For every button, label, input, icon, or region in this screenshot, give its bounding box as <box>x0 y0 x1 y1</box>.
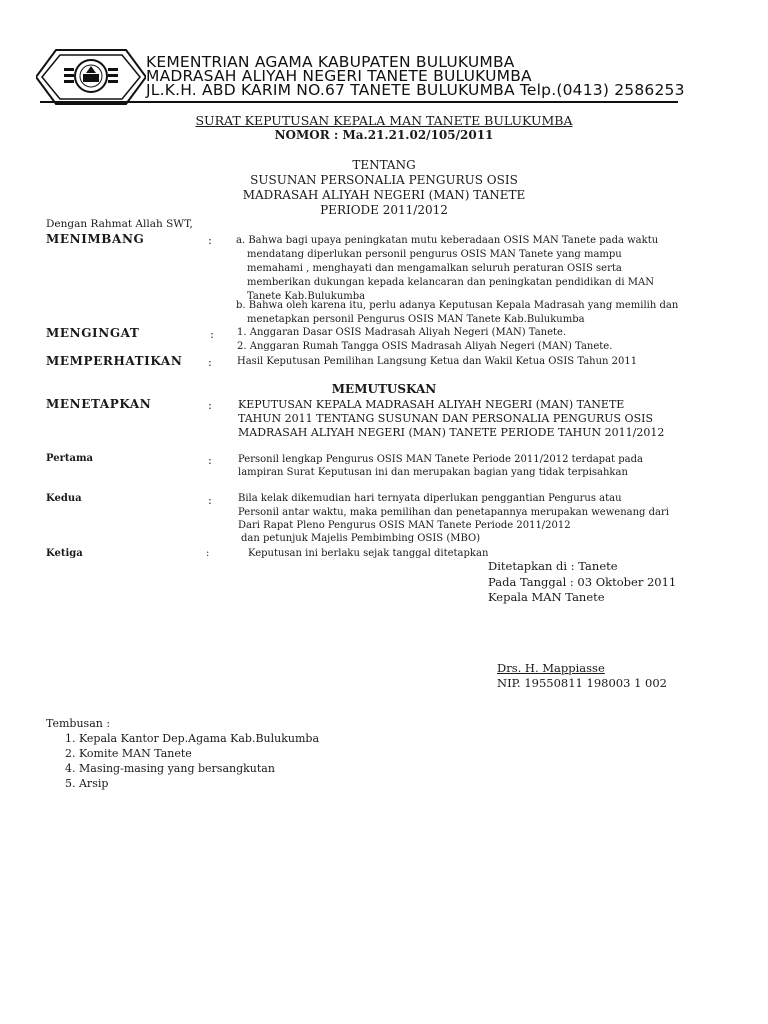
menetapkan-line: MADRASAH ALIYAH NEGERI (MAN) TANETE PERIODE TAHUN 2011/2012 <box>238 426 665 439</box>
menimbang-line: b. Bahwa oleh karena itu, perlu adanya Keputusan Kepala Madrasah yang memilih dan <box>236 300 679 311</box>
menimbang-colon: : <box>208 233 212 247</box>
kedua-line: Dari Rapat Pleno Pengurus OSIS MAN Tanete Periode 2011/2012 <box>238 520 571 531</box>
pertama-colon: : <box>208 453 212 467</box>
tembusan-item: 2. Komite MAN Tanete <box>65 747 192 760</box>
tembusan-item: 1. Kepala Kantor Dep.Agama Kab.Bulukumba <box>65 732 320 745</box>
menimbang-line: menetapkan personil Pengurus OSIS MAN Tanete Kab.Bulukumba <box>247 314 585 325</box>
ketiga-colon: : <box>206 548 210 559</box>
subject-line1: SUSUNAN PERSONALIA PENGURUS OSIS <box>250 173 518 187</box>
menimbang-line: mendatang diperlukan personil pengurus OSIS MAN Tanete yang mampu <box>247 249 622 260</box>
menetapkan-label: MENETAPKAN <box>46 397 152 411</box>
kedua-line: Bila kelak dikemudian hari ternyata diperlukan penggantian Pengurus atau <box>238 493 622 504</box>
mengingat-item: 1. Anggaran Dasar OSIS Madrasah Aliyah Negeri (MAN) Tanete. <box>237 327 567 338</box>
mengingat-colon: : <box>210 327 214 341</box>
menetapkan-line: TAHUN 2011 TENTANG SUSUNAN DAN PERSONALIA PENGURUS OSIS <box>238 412 653 425</box>
signature-place: Ditetapkan di : Tanete <box>488 559 618 573</box>
menetapkan-colon: : <box>208 398 212 412</box>
memperhatikan-text: Hasil Keputusan Pemilihan Langsung Ketua dan Wakil Ketua OSIS Tahun 2011 <box>237 356 638 367</box>
ketiga-text: Keputusan ini berlaku sejak tanggal ditetapkan <box>248 548 489 559</box>
menimbang-line: memahami , menghayati dan mengamalkan seluruh peraturan OSIS serta <box>247 263 622 274</box>
letterhead-line2: MADRASAH ALIYAH NEGERI TANETE BULUKUMBA <box>146 67 532 85</box>
menetapkan-line: KEPUTUSAN KEPALA MADRASAH ALIYAH NEGERI (MAN) TANETE <box>238 398 625 411</box>
menimbang-line: memberikan dukungan kepada kelancaran dan peningkatan pendidikan di MAN <box>247 277 654 288</box>
menimbang-label: MENIMBANG <box>46 232 145 246</box>
pertama-line: Personil lengkap Pengurus OSIS MAN Tanete Periode 2011/2012 terdapat pada <box>238 454 643 465</box>
tembusan-item: 5. Arsip <box>65 777 109 790</box>
tembusan-label: Tembusan : <box>46 717 111 730</box>
decision-heading: MEMUTUSKAN <box>331 382 437 396</box>
kedua-line: dan petunjuk Majelis Pembimbing OSIS (MBO) <box>241 533 481 544</box>
letterhead-line1: KEMENTRIAN AGAMA KABUPATEN BULUKUMBA <box>146 53 515 71</box>
signature-position: Kepala MAN Tanete <box>488 590 605 604</box>
kedua-line: Personil antar waktu, maka pemilihan dan penetapannya merupakan wewenang dari <box>238 507 669 518</box>
kedua-colon: : <box>208 493 212 507</box>
ketiga-label: Ketiga <box>46 548 83 559</box>
mengingat-label: MENGINGAT <box>46 326 140 340</box>
subject-line2: MADRASAH ALIYAH NEGERI (MAN) TANETE <box>242 188 526 202</box>
signature-date: Pada Tanggal : 03 Oktober 2011 <box>488 575 677 589</box>
document-number: NOMOR : Ma.21.21.02/105/2011 <box>274 128 494 142</box>
memperhatikan-label: MEMPERHATIKAN <box>46 354 183 368</box>
mengingat-item: 2. Anggaran Rumah Tangga OSIS Madrasah Aliyah Negeri (MAN) Tanete. <box>237 341 613 352</box>
document-heading: SURAT KEPUTUSAN KEPALA MAN TANETE BULUKUMBA <box>195 113 573 128</box>
about-label: TENTANG <box>352 158 416 172</box>
ministry-emblem-logo <box>36 46 146 108</box>
signatory-name: Drs. H. Mappiasse <box>497 661 605 675</box>
pertama-line: lampiran Surat Keputusan ini dan merupakan bagian yang tidak terpisahkan <box>238 467 628 478</box>
letterhead-divider <box>40 101 678 103</box>
pertama-label: Pertama <box>46 453 94 464</box>
menimbang-line: a. Bahwa bagi upaya peningkatan mutu keberadaan OSIS MAN Tanete pada waktu <box>236 235 659 246</box>
memperhatikan-colon: : <box>208 355 212 369</box>
signatory-nip: NIP. 19550811 198003 1 002 <box>497 676 667 690</box>
tembusan-item: 4. Masing-masing yang bersangkutan <box>65 762 275 775</box>
period-line: PERIODE 2011/2012 <box>320 203 448 217</box>
opening-line: Dengan Rahmat Allah SWT, <box>46 218 193 230</box>
letterhead-line3: JL.K.H. ABD KARIM NO.67 TANETE BULUKUMBA Telp.(0413) 2586253 <box>146 81 685 99</box>
menimbang-line: Tanete Kab.Bulukumba <box>247 291 366 302</box>
kedua-label: Kedua <box>46 493 82 504</box>
